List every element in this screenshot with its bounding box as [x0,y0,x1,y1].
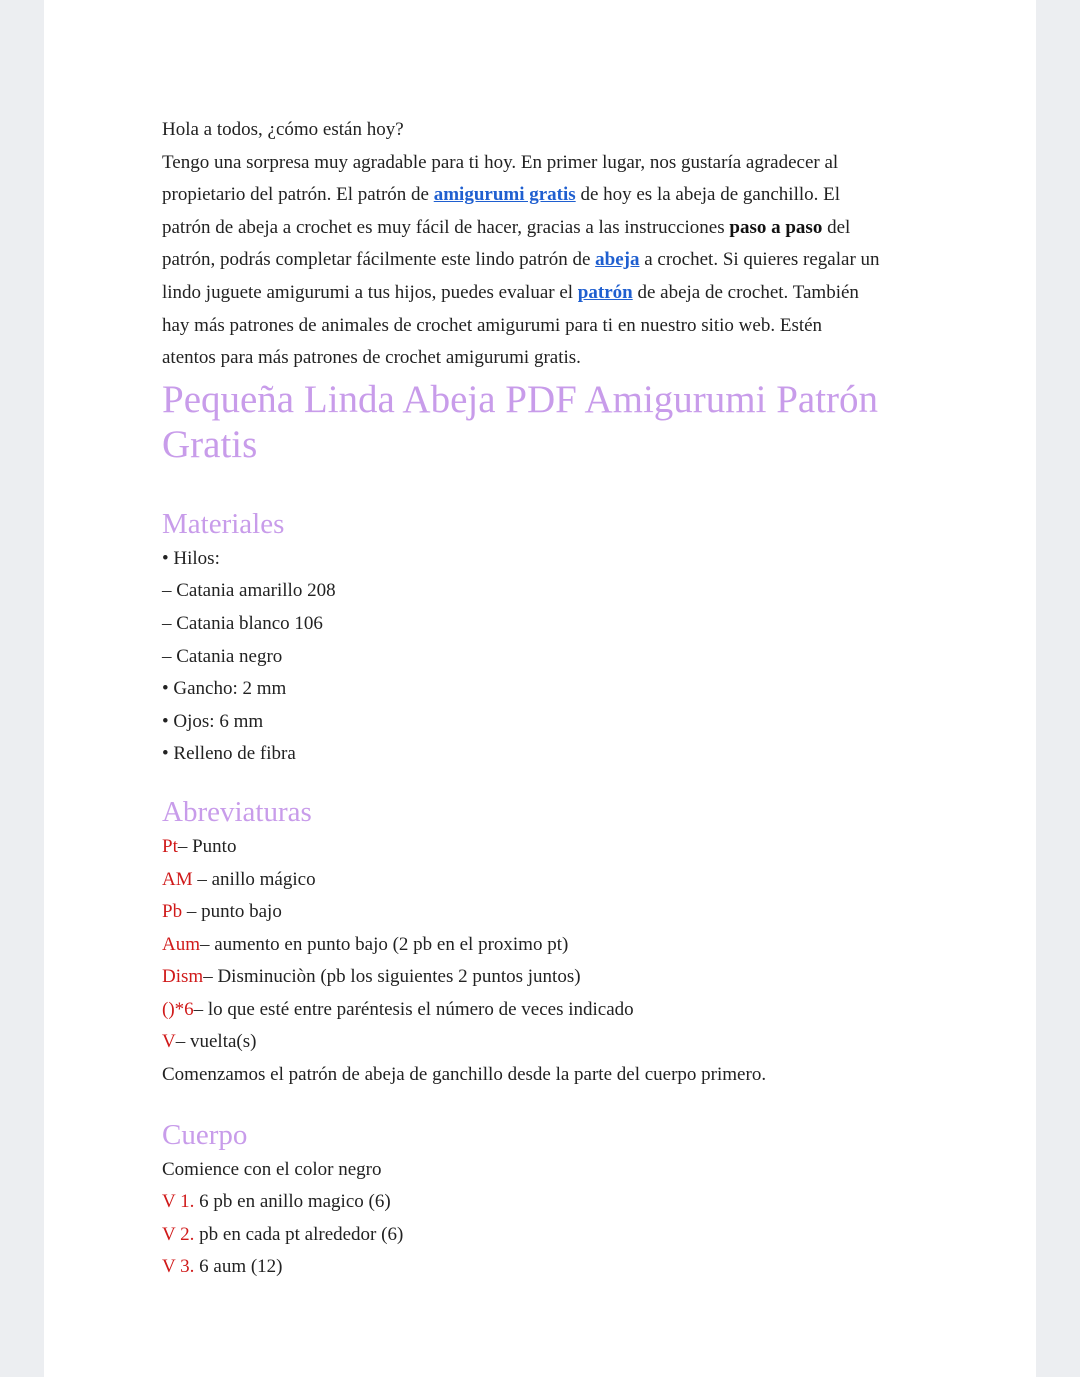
rounds-list [162,1186,932,1284]
abbreviation-item [162,929,932,962]
patron-link[interactable]: patrón [577,281,633,303]
abbreviation-desc: – vuelta(s) [175,1031,257,1053]
abbreviation-key: Aum [162,933,200,955]
intro-line-4 [162,244,932,277]
abbreviation-key: Pb [162,901,183,923]
materials-item: – Catania amarillo 208 [162,580,336,602]
abbreviation-item [162,961,932,994]
abbreviation-desc: – lo que esté entre paréntesis el número de veces indicado [193,998,634,1020]
intro-line-3 [162,212,932,245]
round-number: V 3. [162,1256,195,1278]
materials-item: – Catania negro [162,645,283,667]
amigurumi-gratis-link[interactable]: amigurumi gratis [433,184,576,206]
materials-item: – Catania blanco 106 [162,612,323,634]
abbreviations-list [162,831,932,1059]
abbreviation-key: V [162,1031,176,1053]
abbreviation-desc: – anillo mágico [192,868,316,890]
materials-heading: Materiales [162,507,285,540]
text-fragment: de abeja de crochet. También [632,281,859,303]
bold-text: paso a paso [729,216,823,238]
page-title: Pequeña Linda Abeja PDF Amigurumi Patrón Gratis [162,377,879,466]
abbreviation-desc: – Punto [177,835,237,857]
round-item [162,1219,932,1252]
round-instruction: pb en cada pt alrededor (6) [194,1223,404,1245]
round-item [162,1186,932,1219]
abbreviation-key: Pt [162,835,178,857]
text-fragment: propietario del patrón. El patrón de [162,184,434,206]
materials-list [162,543,932,771]
text-fragment: lindo juguete amigurumi a tus hijos, puedes evaluar el [162,281,578,303]
abbreviations-heading: Abreviaturas [162,795,312,828]
body-heading: Cuerpo [162,1118,248,1151]
intro-paragraph [162,114,932,375]
round-item [162,1251,932,1284]
intro-line-2 [162,179,932,212]
intro-line-1: Tengo una sorpresa muy agradable para ti hoy. En primer lugar, nos gustaría agradecer al [162,151,839,173]
materials-item: • Gancho: 2 mm [162,678,287,700]
materials-item: • Hilos: [162,547,220,569]
round-instruction: 6 pb en anillo magico (6) [194,1191,391,1213]
abbreviation-item [162,994,932,1027]
intro-line-5 [162,277,932,310]
abbreviation-item [162,831,932,864]
abbreviation-desc: – Disminuciòn (pb los siguientes 2 puntos juntos) [203,966,581,988]
abbreviation-desc: – aumento en punto bajo (2 pb en el proximo pt) [200,933,569,955]
body-intro: Comience con el color negro [162,1158,382,1180]
abbreviation-item [162,896,932,929]
text-fragment: de hoy es la abeja de ganchillo. El [575,184,841,206]
intro-line-6: hay más patrones de animales de crochet amigurumi para ti en nuestro sitio web. Estén [162,314,823,336]
abbreviation-item [162,1026,932,1059]
intro-line-7: atentos para más patrones de crochet amigurumi gratis. [162,347,581,369]
abbreviation-key: ()*6 [162,998,194,1020]
round-number: V 2. [162,1223,195,1245]
abbreviation-desc: – punto bajo [182,901,282,923]
round-number: V 1. [162,1191,195,1213]
text-fragment: del [822,216,851,238]
materials-item: • Ojos: 6 mm [162,710,264,732]
abbreviation-key: AM [162,868,193,890]
text-fragment: a crochet. Si quieres regalar un [639,249,880,271]
round-instruction: 6 aum (12) [194,1256,283,1278]
text-fragment: patrón de abeja a crochet es muy fácil de hacer, gracias a las instrucciones [162,216,730,238]
document-page [44,0,1036,1377]
article-content [162,114,932,1284]
abeja-link[interactable]: abeja [595,249,640,271]
text-fragment: patrón, podrás completar fácilmente este lindo patrón de [162,249,596,271]
materials-item: • Relleno de fibra [162,743,296,765]
greeting-line: Hola a todos, ¿cómo están hoy? [162,119,404,140]
abbreviation-item [162,864,932,897]
abbreviation-key: Dism [162,966,204,988]
abbreviations-closing: Comenzamos el patrón de abeja de ganchillo desde la parte del cuerpo primero. [162,1064,767,1086]
